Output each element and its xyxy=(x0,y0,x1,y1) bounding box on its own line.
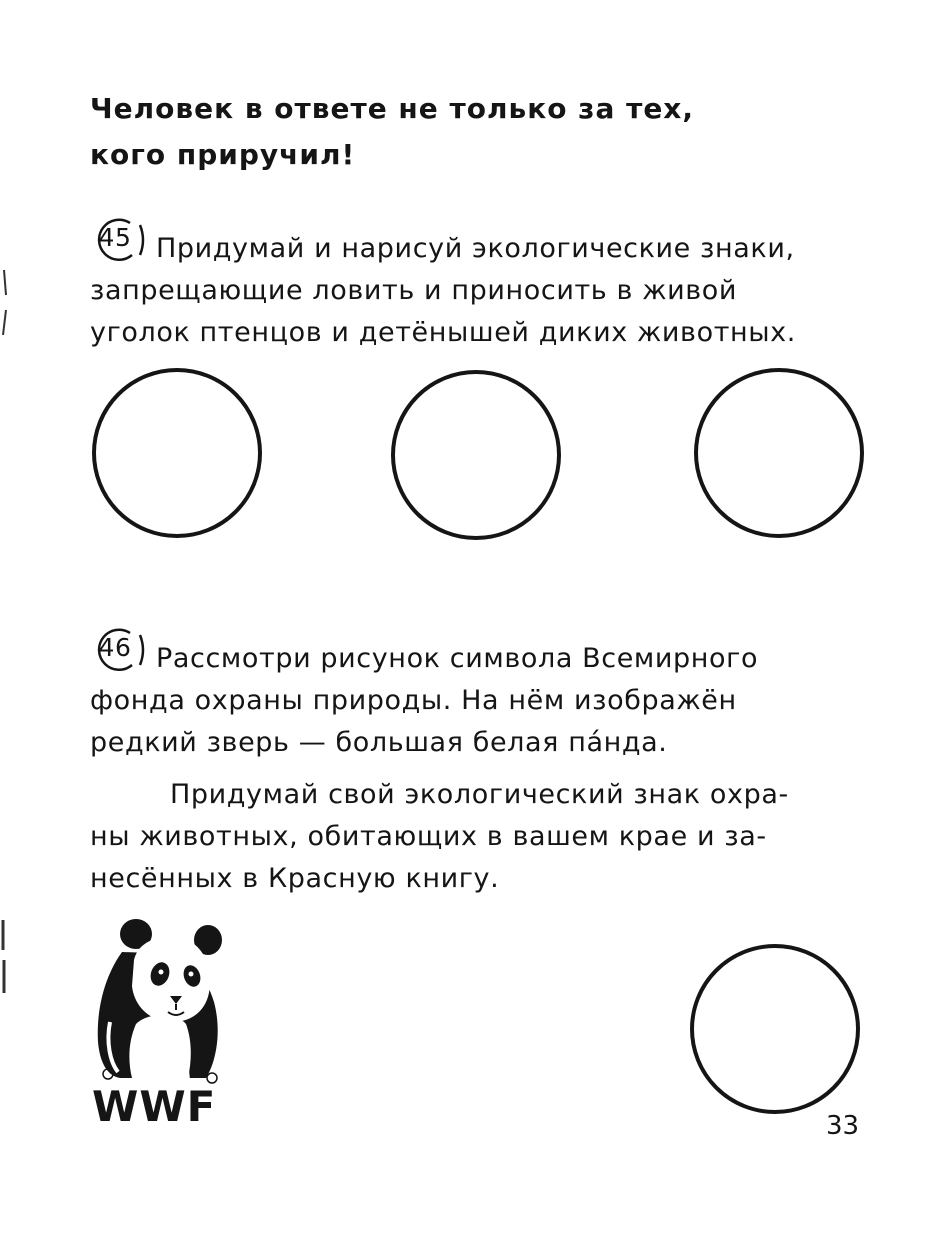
task-46-line-1 xyxy=(90,627,870,680)
task-45-text-line-2: запрещающие ловить и приносить в живой xyxy=(90,275,738,306)
task-45-text-line-1: Придумай и нарисуй экологические знаки, xyxy=(156,233,795,264)
page-heading xyxy=(90,86,790,178)
task-46-text-line-2: фонда охраны природы. На нём изображён xyxy=(90,685,737,716)
task-46-text-line-5: ны животных, обитающих в вашем крае и за- xyxy=(90,821,767,852)
task-46-number: 46 xyxy=(98,633,132,662)
task-45 xyxy=(90,217,870,354)
task-45-text-line-3: уголок птенцов и детёнышей диких животных. xyxy=(90,317,796,348)
task-45-line-1 xyxy=(90,217,870,270)
sign-drawing-circle-4[interactable] xyxy=(690,944,860,1114)
wwf-logo-text: WWF xyxy=(92,1082,217,1131)
task-46-text-line-1: Рассмотри рисунок символа Всемирного xyxy=(156,643,759,674)
task-45-number: 45 xyxy=(98,223,132,252)
scan-edge-mark-bottom xyxy=(0,915,10,995)
task-46 xyxy=(90,627,870,900)
task-46-text-line-6: несённых в Красную книгу. xyxy=(90,863,500,894)
heading-line-2: кого приручил! xyxy=(90,138,356,171)
scan-edge-mark-top xyxy=(0,260,10,340)
task-number-badge xyxy=(90,627,146,673)
heading-line-1: Человек в ответе не только за тех, xyxy=(90,92,695,125)
sign-drawing-circle-1[interactable] xyxy=(92,368,262,538)
task-46-text-line-3: редкий зверь — большая белая па́нда. xyxy=(90,727,668,758)
sign-drawing-circle-3[interactable] xyxy=(694,368,864,538)
page-number: 33 xyxy=(826,1111,860,1141)
task-46-text-line-4: Придумай свой экологический знак охра- xyxy=(170,779,789,810)
task-number-badge xyxy=(90,217,146,263)
sign-drawing-circle-2[interactable] xyxy=(391,370,561,540)
